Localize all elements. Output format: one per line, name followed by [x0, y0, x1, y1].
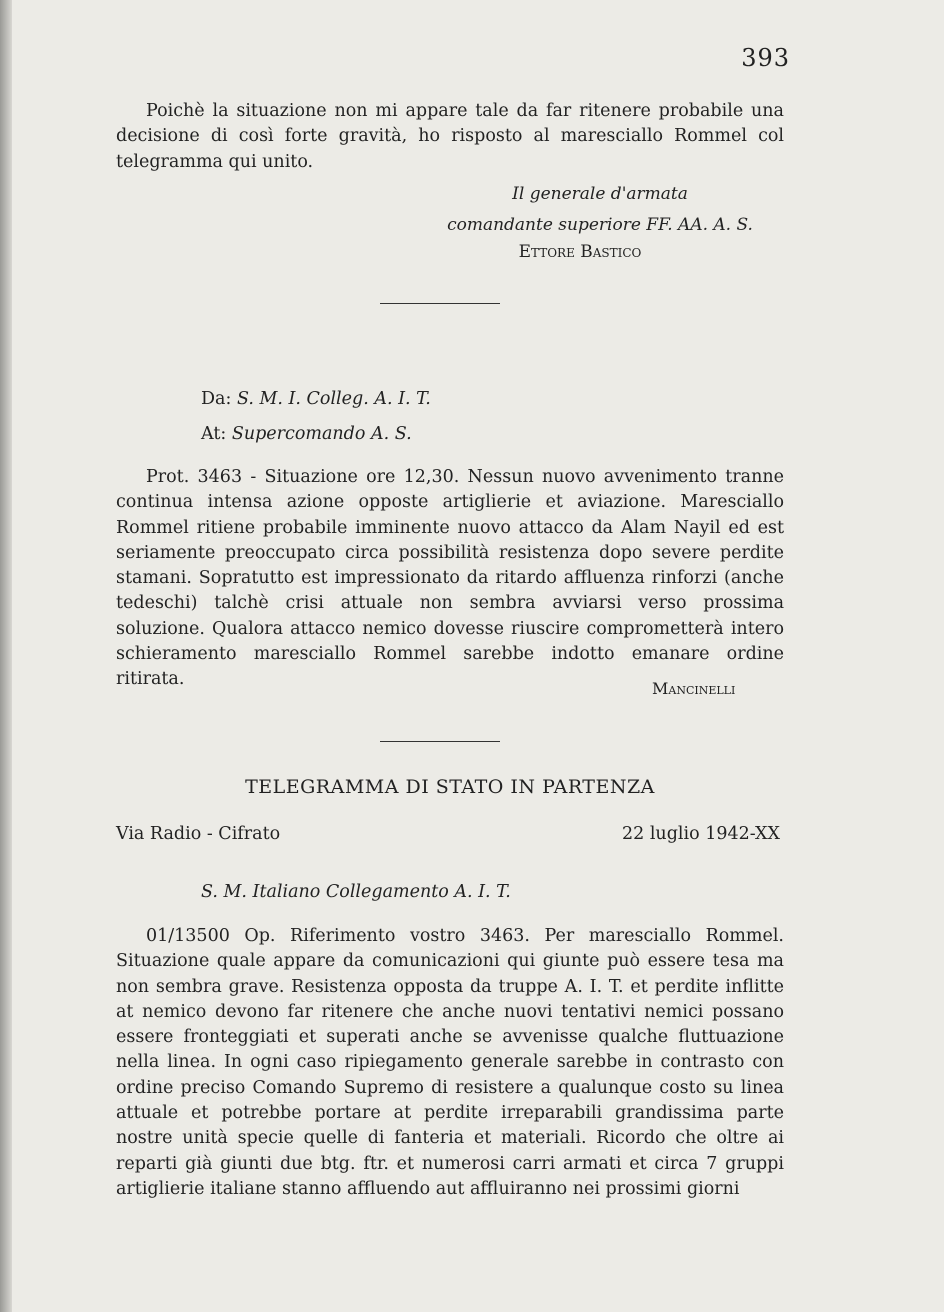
paragraph-intro: Poichè la situazione non mi appare tale da far ritenere probabile una decisione di così forte gravità, ho risposto al maresciallo Rommel col telegramma qui unito. — [116, 101, 784, 172]
page-number: 393 — [741, 44, 790, 72]
section-divider — [380, 303, 500, 304]
telegram-date: 22 luglio 1942-XX — [622, 824, 780, 844]
header-from — [201, 387, 431, 412]
section-divider-2 — [380, 741, 500, 742]
signature-mancinelli: Mancinelli — [652, 679, 736, 698]
paragraph-message: Prot. 3463 - Situazione ore 12,30. Nessun nuovo avvenimento tranne continua intensa azione opposte artiglierie et aviazione. Maresciallo Rommel ritiene probabile imminente nuovo attacco da Alam Nayil ed est seriamente preoccupato circa possibilità resistenza dopo severe perdite stamani. Sopratutto est impressionato da ritardo affluenza rinforzi (anche tedeschi) talchè crisi attuale non sembra avviarsi verso prossima soluzione. Qualora attacco nemico dovesse riuscire comprometterà intero schieramento maresciallo Rommel sarebbe indotto emanare ordine ritirata. — [116, 467, 784, 690]
from-label: Da: — [201, 389, 232, 409]
to-value: Supercomando A. S. — [231, 424, 412, 444]
telegram-recipient: S. M. Italiano Collegamento A. I. T. — [201, 882, 511, 902]
to-label: At: — [201, 424, 227, 444]
paragraph-telegram: 01/13500 Op. Riferimento vostro 3463. Per maresciallo Rommel. Situazione quale appare da comunicazioni qui giunte può essere tesa ma non sembra grave. Resistenza opposta da truppe A. I. T. et perdite inflitte at nemico devono far ritenere che anche nuovi tentativi nemici possano essere fronteggiati et superati anche se avvenisse qualche fluttuazione nella linea. In ogni caso ripiegamento generale sarebbe in contrasto con ordine preciso Comando Supremo di resistere a qualunque costo su linea attuale et potrebbe portare at perdite irreparabili grandissima parte nostre unità specie quelle di fanteria et materiali. Ricordo che oltre ai reparti già giunti due btg. ftr. et numerosi carri armati et circa 7 gruppi artiglierie italiane stanno affluendo aut affluiranno nei prossimi giorni — [116, 926, 784, 1199]
header-to — [201, 422, 412, 447]
from-value: S. M. I. Colleg. A. I. T. — [236, 389, 431, 409]
signature-name: Ettore Bastico — [518, 242, 642, 262]
signature-title-line2: comandante superiore FF. AA. A. S. — [447, 215, 753, 235]
signature-title-line1: Il generale d'armata — [512, 184, 688, 204]
telegram-heading: TELEGRAMMA DI STATO IN PARTENZA — [245, 776, 655, 798]
transmission-mode: Via Radio - Cifrato — [116, 824, 281, 844]
